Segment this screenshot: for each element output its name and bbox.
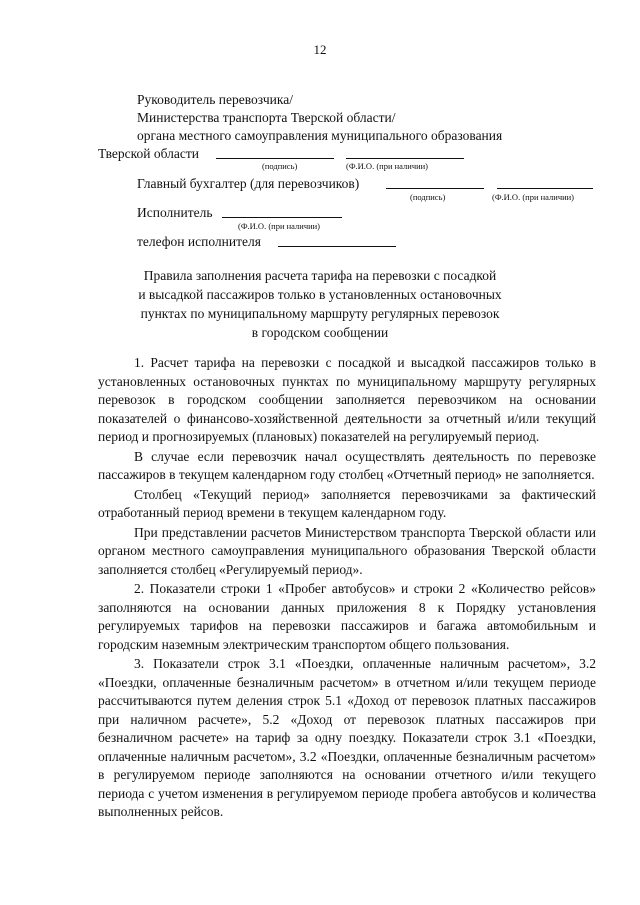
rules-title: [80, 266, 560, 342]
accountant-fio-line: [497, 188, 593, 189]
executor-phone-label: телефон исполнителя: [137, 234, 261, 249]
head-fio-caption: (Ф.И.О. (при наличии): [346, 161, 429, 171]
paragraph-6: 3. Показатели строк 3.1 «Поездки, оплаченные наличным расчетом», 3.2 «Поездки, оплаченные безналичным расчетом» в отчетном и/или текущем периоде рассчитываются путем деления строк 5.1 «Доход от перевозок платных пассажиров при наличном расчете», 5.2 «Доход от перевозок платных пассажиров при безналичном расчете» на тариф за одну поездку. Показатели строк 3.1 «Поездки, оплаченные наличным расчетом», 3.2 «Поездки, оплаченные безналичным расчетом» в регулируемом периоде заполняются на основании отчетного и/или текущего периода с учетом изменения в регулируемом периоде пробега автобусов и количества выполненных рейсов.: [98, 656, 596, 819]
page-number: 12: [313, 42, 327, 57]
head-signature-caption: (подпись): [262, 161, 298, 171]
executor-phone-line: [278, 246, 396, 247]
executor-label: Исполнитель: [137, 205, 213, 220]
rules-title-line: и высадкой пассажиров только в установленных остановочных: [138, 287, 502, 302]
head-title-line-4: Тверской области: [98, 146, 199, 161]
rules-body: [98, 354, 596, 823]
head-fio-line: [346, 158, 464, 159]
accountant-signature-caption: (подпись): [410, 192, 446, 202]
rules-title-line: пунктах по муниципальному маршруту регулярных перевозок: [140, 306, 500, 321]
executor-fio-line: [222, 217, 342, 218]
accountant-fio-caption: (Ф.И.О. (при наличии): [492, 192, 575, 202]
paragraph-4: При представлении расчетов Министерством транспорта Тверской области или органом местного самоуправления муниципального образования Тверской области заполняется столбец «Регулируемый период».: [98, 524, 596, 577]
accountant-label: Главный бухгалтер (для перевозчиков): [137, 176, 360, 191]
head-title-line-2: Министерства транспорта Тверской области/: [137, 110, 396, 125]
head-signature-line: [216, 158, 334, 159]
rules-title-line: в городском сообщении: [251, 325, 389, 340]
rules-title-line: Правила заполнения расчета тарифа на перевозки с посадкой: [143, 268, 497, 283]
paragraph-3: Столбец «Текущий период» заполняется перевозчиками за фактический отработанный период времени в текущем календарном году.: [98, 486, 596, 520]
paragraph-1: 1. Расчет тарифа на перевозки с посадкой и высадкой пассажиров только в установленных остановочных пунктах по муниципальному маршруту регулярных перевозок в городском сообщении заполняется перевозчиком на основании показателей о финансово-хозяйственной деятельности за отчетный и/или текущий период и прогнозируемых (плановых) показателей на регулируемый период.: [98, 355, 596, 444]
head-title-line-3: органа местного самоуправления муниципального образования: [137, 128, 503, 143]
paragraph-5: 2. Показатели строки 1 «Пробег автобусов» и строки 2 «Количество рейсов» заполняются на основании данных приложения 8 к Порядку установления регулируемых тарифов на перевозки пассажиров и багажа автомобильным и городским наземным электрическим транспортом общего пользования.: [98, 581, 596, 652]
accountant-signature-line: [386, 188, 484, 189]
paragraph-2: В случае если перевозчик начал осуществлять деятельность по перевозке пассажиров в текущем календарном году столбец «Отчетный период» не заполняется.: [98, 448, 596, 482]
executor-fio-caption: (Ф.И.О. (при наличии): [238, 221, 321, 231]
head-title-line-1: Руководитель перевозчика/: [137, 92, 293, 107]
